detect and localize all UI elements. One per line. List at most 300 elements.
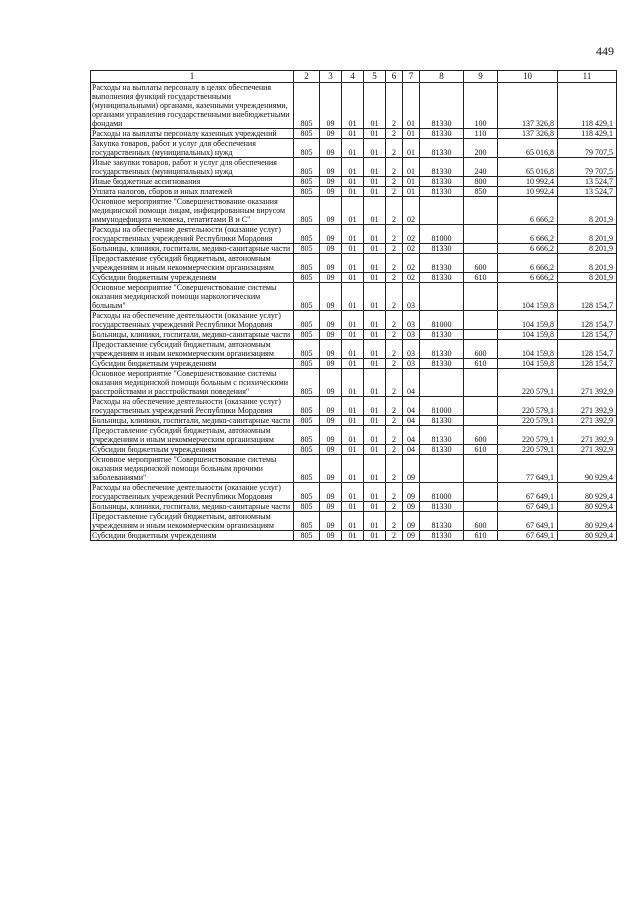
- amount-cell: 128 154,7: [558, 311, 617, 330]
- code-cell: 09: [320, 445, 342, 455]
- amount-cell: 271 392,9: [558, 426, 617, 445]
- amount-cell: 271 392,9: [558, 369, 617, 397]
- code-cell: 01: [364, 254, 386, 273]
- code-cell: 81000: [420, 311, 464, 330]
- row-name-cell: Субсидии бюджетным учреждениям: [91, 273, 294, 283]
- amount-cell: 271 392,9: [558, 445, 617, 455]
- code-cell: 04: [403, 397, 420, 416]
- amount-cell: 220 579,1: [498, 416, 558, 426]
- table-row: [91, 83, 617, 129]
- code-cell: 805: [294, 359, 320, 369]
- code-cell: 805: [294, 83, 320, 129]
- amount-cell: 67 649,1: [498, 483, 558, 502]
- code-cell: 800: [464, 177, 498, 187]
- code-cell: 03: [403, 340, 420, 359]
- amount-cell: 6 666,2: [498, 197, 558, 225]
- code-cell: 2: [386, 445, 403, 455]
- amount-cell: 8 201,9: [558, 244, 617, 254]
- code-cell: 2: [386, 416, 403, 426]
- code-cell: 09: [320, 330, 342, 340]
- code-cell: 81330: [420, 512, 464, 531]
- table-header-row: [91, 71, 617, 83]
- code-cell: 09: [320, 197, 342, 225]
- amount-cell: 67 649,1: [498, 531, 558, 541]
- amount-cell: 104 159,8: [498, 340, 558, 359]
- code-cell: 81000: [420, 397, 464, 416]
- code-cell: 805: [294, 139, 320, 158]
- code-cell: 09: [403, 512, 420, 531]
- code-cell: 01: [364, 273, 386, 283]
- code-cell: 01: [364, 225, 386, 244]
- table-row: [91, 416, 617, 426]
- code-cell: 09: [320, 483, 342, 502]
- code-cell: [464, 483, 498, 502]
- column-header: 8: [420, 71, 464, 83]
- code-cell: 02: [403, 225, 420, 244]
- code-cell: 81330: [420, 273, 464, 283]
- code-cell: 81330: [420, 187, 464, 197]
- budget-table: [90, 70, 617, 541]
- code-cell: 81330: [420, 359, 464, 369]
- code-cell: 09: [320, 455, 342, 483]
- code-cell: 2: [386, 129, 403, 139]
- code-cell: 81330: [420, 177, 464, 187]
- code-cell: [464, 283, 498, 311]
- code-cell: 01: [403, 139, 420, 158]
- code-cell: 09: [320, 225, 342, 244]
- code-cell: [464, 369, 498, 397]
- code-cell: 805: [294, 177, 320, 187]
- amount-cell: 90 929,4: [558, 455, 617, 483]
- row-name-cell: Основное мероприятие "Совершенствование оказания медицинской помощи лицам, инфицированным вирусом иммунодефицита человека, гепатитами В и С": [91, 197, 294, 225]
- code-cell: [420, 455, 464, 483]
- code-cell: 04: [403, 445, 420, 455]
- amount-cell: 6 666,2: [498, 254, 558, 273]
- row-name-cell: Расходы на выплаты персоналу в целях обеспечения выполнения функций государственными (муниципальными) органами, казенными учреждениями, органами управления государственными внебюджетными фондами: [91, 83, 294, 129]
- amount-cell: 6 666,2: [498, 244, 558, 254]
- code-cell: 2: [386, 369, 403, 397]
- code-cell: 09: [403, 483, 420, 502]
- table-row: [91, 177, 617, 187]
- amount-cell: 8 201,9: [558, 273, 617, 283]
- row-name-cell: Предоставление субсидий бюджетным, автономным учреждениям и иным некоммерческим организациям: [91, 340, 294, 359]
- code-cell: 805: [294, 416, 320, 426]
- code-cell: 01: [342, 512, 364, 531]
- code-cell: [420, 283, 464, 311]
- code-cell: 805: [294, 340, 320, 359]
- code-cell: 600: [464, 512, 498, 531]
- table-row: [91, 483, 617, 502]
- code-cell: 81330: [420, 416, 464, 426]
- table-row: [91, 502, 617, 512]
- amount-cell: 220 579,1: [498, 397, 558, 416]
- code-cell: 805: [294, 483, 320, 502]
- table-row: [91, 369, 617, 397]
- code-cell: 805: [294, 531, 320, 541]
- amount-cell: 128 154,7: [558, 359, 617, 369]
- code-cell: 01: [364, 330, 386, 340]
- row-name-cell: Больницы, клиники, госпитали, медико-санитарные части: [91, 330, 294, 340]
- code-cell: 01: [342, 426, 364, 445]
- code-cell: 2: [386, 455, 403, 483]
- table-row: [91, 187, 617, 197]
- code-cell: 03: [403, 330, 420, 340]
- code-cell: 09: [320, 187, 342, 197]
- code-cell: 81330: [420, 139, 464, 158]
- code-cell: 01: [342, 139, 364, 158]
- table-row: [91, 445, 617, 455]
- amount-cell: 137 326,8: [498, 129, 558, 139]
- code-cell: 2: [386, 426, 403, 445]
- code-cell: 09: [320, 397, 342, 416]
- code-cell: 2: [386, 244, 403, 254]
- amount-cell: 271 392,9: [558, 416, 617, 426]
- code-cell: 03: [403, 283, 420, 311]
- code-cell: 01: [342, 158, 364, 177]
- code-cell: 01: [364, 187, 386, 197]
- column-header: 4: [342, 71, 364, 83]
- code-cell: 02: [403, 197, 420, 225]
- code-cell: [464, 455, 498, 483]
- code-cell: 01: [364, 426, 386, 445]
- code-cell: 01: [364, 340, 386, 359]
- code-cell: 09: [320, 416, 342, 426]
- code-cell: 09: [403, 502, 420, 512]
- row-name-cell: Расходы на обеспечение деятельности (оказание услуг) государственных учреждений Республики Мордовия: [91, 311, 294, 330]
- code-cell: 09: [320, 531, 342, 541]
- column-header: 3: [320, 71, 342, 83]
- code-cell: 04: [403, 426, 420, 445]
- code-cell: [464, 397, 498, 416]
- code-cell: 09: [320, 502, 342, 512]
- amount-cell: 8 201,9: [558, 197, 617, 225]
- code-cell: 01: [364, 416, 386, 426]
- code-cell: 09: [320, 139, 342, 158]
- table-row: [91, 254, 617, 273]
- code-cell: 01: [364, 177, 386, 187]
- code-cell: 01: [342, 177, 364, 187]
- amount-cell: 67 649,1: [498, 502, 558, 512]
- amount-cell: 80 929,4: [558, 483, 617, 502]
- code-cell: 100: [464, 83, 498, 129]
- amount-cell: 137 326,8: [498, 83, 558, 129]
- row-name-cell: Предоставление субсидий бюджетным, автономным учреждениям и иным некоммерческим организациям: [91, 254, 294, 273]
- amount-cell: 80 929,4: [558, 531, 617, 541]
- code-cell: 01: [342, 502, 364, 512]
- column-header: 11: [558, 71, 617, 83]
- code-cell: 2: [386, 197, 403, 225]
- code-cell: 81330: [420, 244, 464, 254]
- code-cell: 09: [320, 426, 342, 445]
- amount-cell: 79 707,5: [558, 139, 617, 158]
- amount-cell: 6 666,2: [498, 225, 558, 244]
- code-cell: 01: [342, 531, 364, 541]
- amount-cell: 10 992,4: [498, 177, 558, 187]
- code-cell: 81330: [420, 254, 464, 273]
- row-name-cell: Расходы на обеспечение деятельности (оказание услуг) государственных учреждений Республики Мордовия: [91, 397, 294, 416]
- code-cell: 01: [403, 129, 420, 139]
- code-cell: 110: [464, 129, 498, 139]
- code-cell: [464, 416, 498, 426]
- code-cell: 850: [464, 187, 498, 197]
- code-cell: [464, 330, 498, 340]
- code-cell: 09: [320, 273, 342, 283]
- code-cell: 600: [464, 254, 498, 273]
- code-cell: 81330: [420, 340, 464, 359]
- code-cell: 610: [464, 273, 498, 283]
- amount-cell: 220 579,1: [498, 426, 558, 445]
- code-cell: 81330: [420, 330, 464, 340]
- code-cell: 2: [386, 225, 403, 244]
- code-cell: 01: [342, 83, 364, 129]
- code-cell: 81000: [420, 483, 464, 502]
- table-row: [91, 426, 617, 445]
- amount-cell: 10 992,4: [498, 187, 558, 197]
- code-cell: 01: [364, 369, 386, 397]
- row-name-cell: Закупка товаров, работ и услуг для обеспечения государственных (муниципальных) нужд: [91, 139, 294, 158]
- code-cell: 01: [342, 330, 364, 340]
- amount-cell: 128 154,7: [558, 283, 617, 311]
- code-cell: 09: [320, 369, 342, 397]
- code-cell: 01: [342, 455, 364, 483]
- code-cell: 805: [294, 187, 320, 197]
- code-cell: 09: [320, 254, 342, 273]
- code-cell: 2: [386, 512, 403, 531]
- code-cell: 2: [386, 187, 403, 197]
- amount-cell: 13 524,7: [558, 177, 617, 187]
- amount-cell: 118 429,1: [558, 83, 617, 129]
- amount-cell: 104 159,8: [498, 359, 558, 369]
- code-cell: 01: [342, 244, 364, 254]
- table-row: [91, 397, 617, 416]
- code-cell: 805: [294, 330, 320, 340]
- code-cell: 01: [364, 83, 386, 129]
- amount-cell: 118 429,1: [558, 129, 617, 139]
- code-cell: 01: [364, 129, 386, 139]
- row-name-cell: Расходы на обеспечение деятельности (оказание услуг) государственных учреждений Республики Мордовия: [91, 483, 294, 502]
- table-row: [91, 158, 617, 177]
- table-row: [91, 129, 617, 139]
- table-row: [91, 225, 617, 244]
- amount-cell: 80 929,4: [558, 502, 617, 512]
- code-cell: 09: [320, 244, 342, 254]
- code-cell: 2: [386, 502, 403, 512]
- code-cell: [464, 197, 498, 225]
- row-name-cell: Больницы, клиники, госпитали, медико-санитарные части: [91, 502, 294, 512]
- code-cell: 805: [294, 283, 320, 311]
- code-cell: 81330: [420, 531, 464, 541]
- code-cell: 01: [342, 225, 364, 244]
- table-row: [91, 330, 617, 340]
- code-cell: 81330: [420, 129, 464, 139]
- code-cell: 01: [403, 187, 420, 197]
- table-row: [91, 455, 617, 483]
- code-cell: 01: [342, 483, 364, 502]
- code-cell: 01: [342, 397, 364, 416]
- code-cell: 09: [320, 311, 342, 330]
- table-row: [91, 283, 617, 311]
- code-cell: 01: [364, 283, 386, 311]
- code-cell: 805: [294, 397, 320, 416]
- code-cell: 610: [464, 531, 498, 541]
- code-cell: 01: [342, 187, 364, 197]
- code-cell: 2: [386, 139, 403, 158]
- code-cell: 805: [294, 426, 320, 445]
- row-name-cell: Предоставление субсидий бюджетным, автономным учреждениям и иным некоммерческим организациям: [91, 426, 294, 445]
- code-cell: 02: [403, 273, 420, 283]
- code-cell: 02: [403, 254, 420, 273]
- row-name-cell: Субсидии бюджетным учреждениям: [91, 359, 294, 369]
- amount-cell: 128 154,7: [558, 330, 617, 340]
- code-cell: 01: [342, 445, 364, 455]
- row-name-cell: Предоставление субсидий бюджетным, автономным учреждениям и иным некоммерческим организациям: [91, 512, 294, 531]
- code-cell: 805: [294, 225, 320, 244]
- row-name-cell: Больницы, клиники, госпитали, медико-санитарные части: [91, 416, 294, 426]
- table-row: [91, 139, 617, 158]
- amount-cell: 79 707,5: [558, 158, 617, 177]
- code-cell: 01: [403, 158, 420, 177]
- code-cell: 01: [342, 359, 364, 369]
- code-cell: 01: [342, 129, 364, 139]
- code-cell: 03: [403, 311, 420, 330]
- amount-cell: 80 929,4: [558, 512, 617, 531]
- code-cell: 01: [342, 369, 364, 397]
- code-cell: 01: [342, 283, 364, 311]
- code-cell: 09: [403, 455, 420, 483]
- code-cell: 81330: [420, 445, 464, 455]
- table-row: [91, 531, 617, 541]
- code-cell: 2: [386, 283, 403, 311]
- page-number: 449: [596, 44, 614, 58]
- code-cell: 2: [386, 273, 403, 283]
- amount-cell: 271 392,9: [558, 397, 617, 416]
- code-cell: 01: [364, 311, 386, 330]
- row-name-cell: Основное мероприятие "Совершенствование системы оказания медицинской помощи больным с психическими расстройствами и расстройствами поведения": [91, 369, 294, 397]
- code-cell: 09: [320, 158, 342, 177]
- code-cell: 03: [403, 359, 420, 369]
- amount-cell: 6 666,2: [498, 273, 558, 283]
- amount-cell: 104 159,8: [498, 311, 558, 330]
- code-cell: 01: [342, 416, 364, 426]
- row-name-cell: Основное мероприятие "Совершенствование системы оказания медицинской помощи наркологическим больным": [91, 283, 294, 311]
- amount-cell: 104 159,8: [498, 330, 558, 340]
- code-cell: 09: [320, 129, 342, 139]
- code-cell: 01: [342, 273, 364, 283]
- code-cell: 600: [464, 426, 498, 445]
- code-cell: 2: [386, 359, 403, 369]
- table-row: [91, 244, 617, 254]
- amount-cell: 13 524,7: [558, 187, 617, 197]
- code-cell: 805: [294, 197, 320, 225]
- code-cell: 200: [464, 139, 498, 158]
- code-cell: 805: [294, 244, 320, 254]
- amount-cell: 65 016,8: [498, 139, 558, 158]
- code-cell: 81330: [420, 83, 464, 129]
- row-name-cell: Основное мероприятие "Совершенствование системы оказания медицинской помощи больным прочими заболеваниями": [91, 455, 294, 483]
- row-name-cell: Субсидии бюджетным учреждениям: [91, 445, 294, 455]
- row-name-cell: Уплата налогов, сборов и иных платежей: [91, 187, 294, 197]
- code-cell: 2: [386, 158, 403, 177]
- code-cell: 81330: [420, 426, 464, 445]
- code-cell: 04: [403, 369, 420, 397]
- code-cell: 610: [464, 359, 498, 369]
- code-cell: 600: [464, 340, 498, 359]
- amount-cell: 8 201,9: [558, 225, 617, 244]
- code-cell: 04: [403, 416, 420, 426]
- column-header: 10: [498, 71, 558, 83]
- code-cell: 805: [294, 502, 320, 512]
- code-cell: 09: [320, 83, 342, 129]
- code-cell: 805: [294, 273, 320, 283]
- code-cell: [464, 244, 498, 254]
- code-cell: 2: [386, 330, 403, 340]
- code-cell: 805: [294, 512, 320, 531]
- code-cell: 805: [294, 445, 320, 455]
- code-cell: 81000: [420, 225, 464, 244]
- column-header: 6: [386, 71, 403, 83]
- table-row: [91, 273, 617, 283]
- code-cell: 01: [364, 455, 386, 483]
- table-row: [91, 311, 617, 330]
- code-cell: 01: [364, 483, 386, 502]
- amount-cell: 8 201,9: [558, 254, 617, 273]
- table-row: [91, 340, 617, 359]
- code-cell: 01: [364, 158, 386, 177]
- code-cell: 01: [342, 197, 364, 225]
- code-cell: 09: [320, 283, 342, 311]
- row-name-cell: Расходы на выплаты персоналу казенных учреждений: [91, 129, 294, 139]
- code-cell: 09: [320, 340, 342, 359]
- row-name-cell: Иные закупки товаров, работ и услуг для обеспечения государственных (муниципальных) нужд: [91, 158, 294, 177]
- amount-cell: 104 159,8: [498, 283, 558, 311]
- code-cell: 2: [386, 254, 403, 273]
- column-header: 9: [464, 71, 498, 83]
- code-cell: 805: [294, 369, 320, 397]
- code-cell: 09: [403, 531, 420, 541]
- code-cell: 01: [342, 340, 364, 359]
- column-header: 2: [294, 71, 320, 83]
- code-cell: 01: [342, 311, 364, 330]
- code-cell: [420, 369, 464, 397]
- code-cell: 01: [364, 244, 386, 254]
- code-cell: [464, 311, 498, 330]
- code-cell: [464, 225, 498, 244]
- code-cell: 01: [364, 139, 386, 158]
- code-cell: 805: [294, 254, 320, 273]
- row-name-cell: Субсидии бюджетным учреждениям: [91, 531, 294, 541]
- code-cell: 01: [364, 359, 386, 369]
- code-cell: 09: [320, 512, 342, 531]
- code-cell: 805: [294, 158, 320, 177]
- code-cell: 2: [386, 531, 403, 541]
- table-row: [91, 359, 617, 369]
- code-cell: 09: [320, 359, 342, 369]
- code-cell: [420, 197, 464, 225]
- code-cell: 805: [294, 455, 320, 483]
- code-cell: 805: [294, 311, 320, 330]
- code-cell: 02: [403, 244, 420, 254]
- code-cell: 2: [386, 83, 403, 129]
- code-cell: 01: [364, 445, 386, 455]
- code-cell: 01: [364, 197, 386, 225]
- column-header: 7: [403, 71, 420, 83]
- row-name-cell: Иные бюджетные ассигнования: [91, 177, 294, 187]
- amount-cell: 67 649,1: [498, 512, 558, 531]
- row-name-cell: Больницы, клиники, госпитали, медико-санитарные части: [91, 244, 294, 254]
- amount-cell: 220 579,1: [498, 369, 558, 397]
- code-cell: 2: [386, 311, 403, 330]
- code-cell: 2: [386, 340, 403, 359]
